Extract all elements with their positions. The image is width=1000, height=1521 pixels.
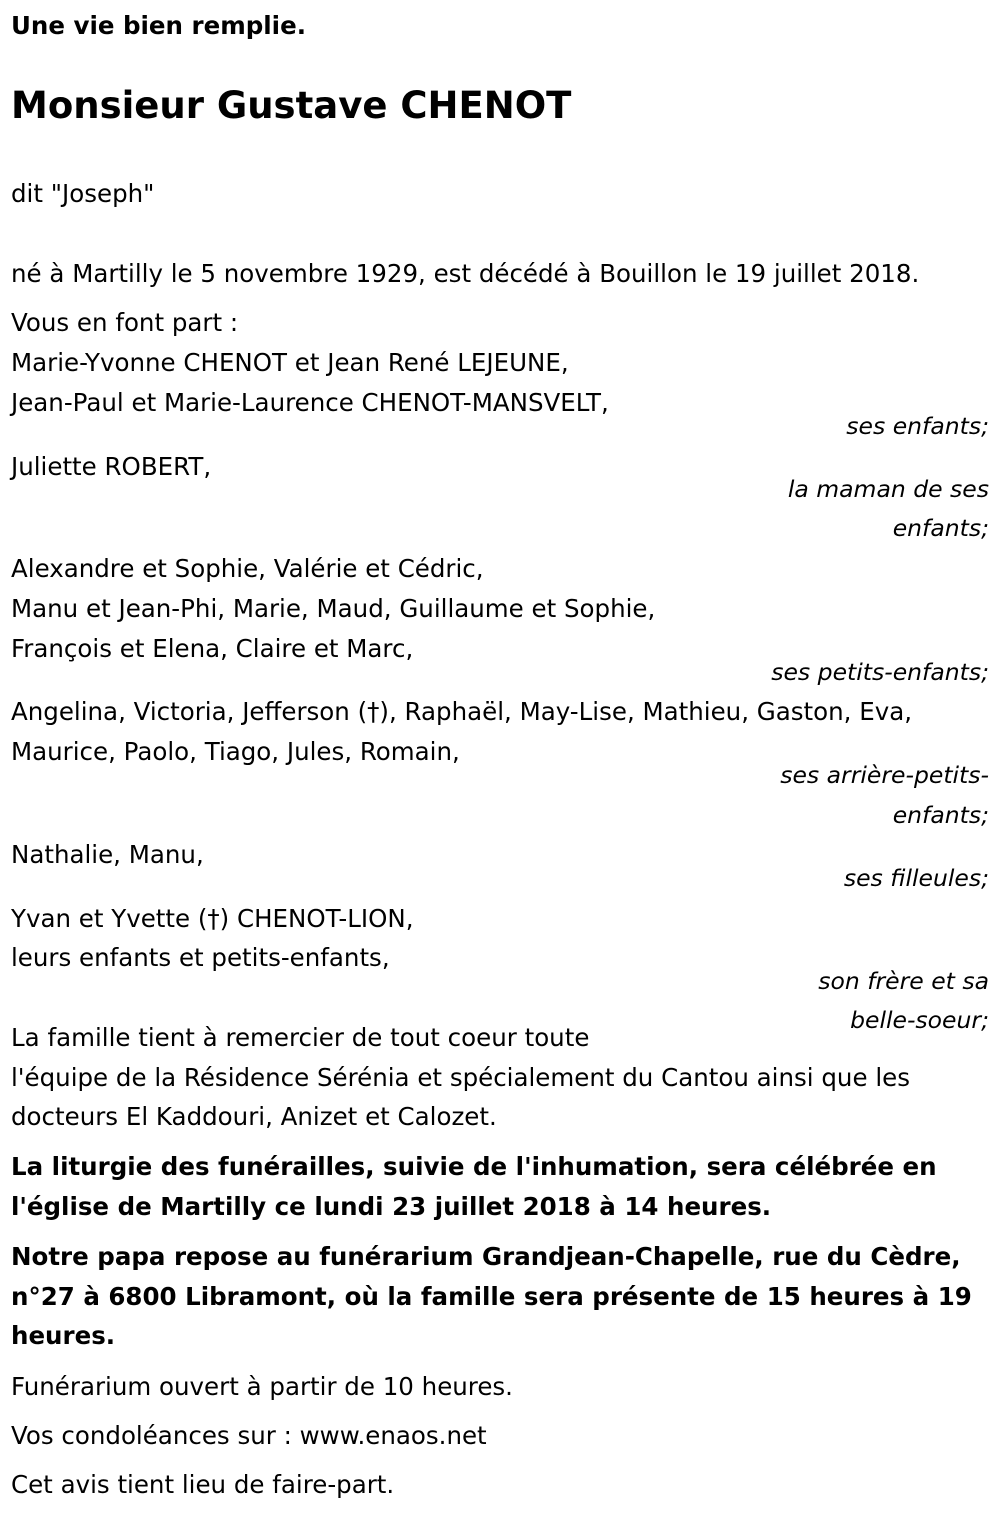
grandchildren-line: François et Elena, Claire et Marc,: [11, 634, 414, 663]
opening-hours: Funérarium ouvert à partir de 10 heures.: [11, 1372, 513, 1401]
grandchildren-line: Alexandre et Sophie, Valérie et Cédric,: [11, 554, 484, 583]
headline: Une vie bien remplie.: [11, 11, 307, 40]
mother-role: enfants;: [892, 514, 989, 542]
mother-line: Juliette ROBERT,: [11, 452, 212, 481]
siblings-line: Yvan et Yvette (†) CHENOT-LION,: [11, 904, 414, 933]
children-role: ses enfants;: [846, 412, 989, 440]
siblings-role: son frère et sa: [818, 967, 989, 995]
great-grandchildren-line: Maurice, Paolo, Tiago, Jules, Romain,: [11, 737, 460, 766]
goddaughters-line: Nathalie, Manu,: [11, 840, 204, 869]
grandchildren-role: ses petits-enfants;: [771, 658, 989, 686]
children-line: Marie-Yvonne CHENOT et Jean René LEJEUNE,: [11, 348, 569, 377]
great-grandchildren-line: Angelina, Victoria, Jefferson (†), Raphaël, May-Lise, Mathieu, Gaston, Eva,: [11, 697, 913, 726]
nickname: dit "Joseph": [11, 179, 155, 208]
grandchildren-line: Manu et Jean-Phi, Marie, Maud, Guillaume et Sophie,: [11, 594, 656, 623]
thanks-line: l'équipe de la Résidence Sérénia et spécialement du Cantou ainsi que les: [11, 1063, 910, 1092]
intro-text: Vous en font part :: [11, 308, 239, 337]
siblings-line: leurs enfants et petits-enfants,: [11, 943, 390, 972]
liturgy-line: La liturgie des funérailles, suivie de l'inhumation, sera célébrée en: [11, 1152, 937, 1181]
condolences-text: Vos condoléances sur : www.enaos.net: [11, 1421, 487, 1450]
mother-role: la maman de ses: [787, 475, 989, 503]
funerarium-line: heures.: [11, 1321, 116, 1350]
closing-text: Cet avis tient lieu de faire-part.: [11, 1470, 395, 1499]
birth-death-text: né à Martilly le 5 novembre 1929, est décédé à Bouillon le 19 juillet 2018.: [11, 259, 920, 288]
children-line: Jean-Paul et Marie-Laurence CHENOT-MANSVELT,: [11, 388, 609, 417]
great-grandchildren-role: enfants;: [892, 801, 989, 829]
great-grandchildren-role: ses arrière-petits-: [780, 761, 989, 789]
thanks-line: docteurs El Kaddouri, Anizet et Calozet.: [11, 1102, 497, 1131]
deceased-name: Monsieur Gustave CHENOT: [11, 84, 572, 127]
funerarium-line: n°27 à 6800 Libramont, où la famille sera présente de 15 heures à 19: [11, 1282, 972, 1311]
siblings-role: belle-soeur;: [850, 1006, 989, 1034]
liturgy-line: l'église de Martilly ce lundi 23 juillet 2018 à 14 heures.: [11, 1192, 772, 1221]
funerarium-line: Notre papa repose au funérarium Grandjean-Chapelle, rue du Cèdre,: [11, 1242, 961, 1271]
thanks-line: La famille tient à remercier de tout coeur toute: [11, 1023, 590, 1052]
goddaughters-role: ses filleules;: [843, 864, 989, 892]
